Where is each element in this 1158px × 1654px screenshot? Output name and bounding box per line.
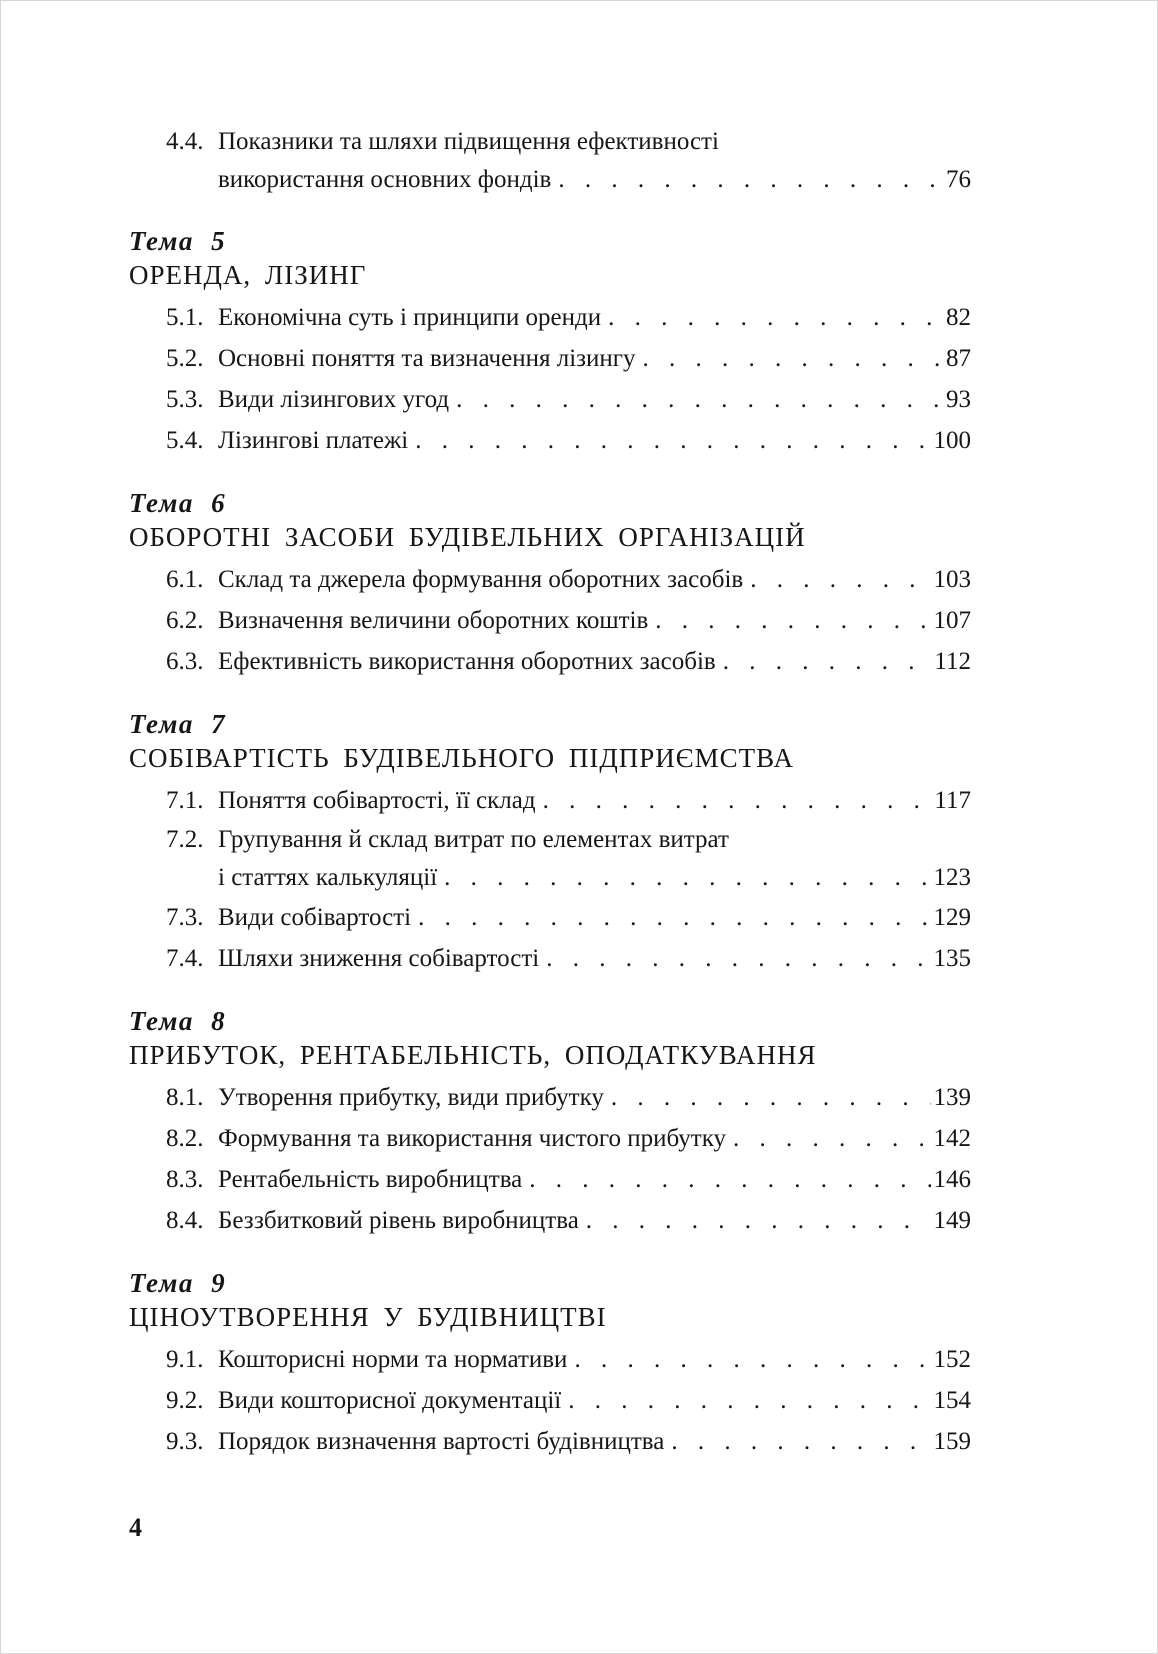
toc-entry [129, 1380, 971, 1421]
entry-page-number: 142 [933, 1125, 971, 1152]
entry-title: Формування та використання чистого прибутку [218, 1125, 726, 1152]
entry-title: Економічна суть і принципи оренди [218, 304, 602, 331]
toc-entry [129, 297, 971, 338]
entry-number: 6.1. [166, 566, 204, 593]
entry-title-line2: використання основних фондів [218, 166, 552, 193]
dot-leader [608, 297, 943, 338]
dot-leader [574, 1339, 930, 1380]
dot-leader [456, 379, 943, 420]
dot-leader [643, 338, 943, 379]
toc-section-tema-9 [129, 1267, 971, 1462]
entry-number: 7.2. [166, 826, 204, 853]
section-title: ОБОРОТНІ ЗАСОБИ БУДІВЕЛЬНИХ ОРГАНІЗАЦІЙ [129, 522, 806, 552]
entry-page-number: 93 [946, 386, 971, 413]
theme-label: Тема 7 [129, 709, 227, 739]
dot-leader [558, 161, 943, 199]
entry-page-number: 159 [933, 1428, 971, 1455]
entry-title: Поняття собівартості, її склад [218, 787, 536, 814]
dot-leader [750, 559, 930, 600]
toc-section-tema-8 [129, 1005, 971, 1241]
dot-leader [418, 897, 930, 938]
toc-entry-line [129, 161, 971, 199]
section-title: СОБІВАРТІСТЬ БУДІВЕЛЬНОГО ПІДПРИЄМСТВА [129, 743, 794, 773]
toc-section-tema-5 [129, 225, 971, 461]
entry-title: Шляхи зниження собівартості [218, 945, 540, 972]
entry-page-number: 112 [934, 648, 971, 675]
dot-leader [546, 938, 930, 979]
entry-number: 5.1. [166, 304, 204, 331]
theme-label: Тема 9 [129, 1268, 227, 1298]
theme-label: Тема 6 [129, 488, 227, 518]
toc-entry [129, 1159, 971, 1200]
entry-page-number: 135 [933, 945, 971, 972]
entry-number: 8.2. [166, 1125, 204, 1152]
toc-entry [129, 338, 971, 379]
dot-leader [611, 1077, 931, 1118]
entry-page-number: 103 [933, 566, 971, 593]
toc-entry [129, 420, 971, 461]
toc-entry-line [129, 123, 971, 161]
entry-page-number: 87 [946, 345, 971, 372]
section-title: ОРЕНДА, ЛІЗИНГ [129, 260, 367, 290]
section-items [129, 297, 971, 461]
entry-title: Види собівартості [218, 904, 412, 931]
dot-leader [543, 780, 932, 821]
entry-page-number: 107 [933, 607, 971, 634]
entry-page-number: 129 [933, 904, 971, 931]
theme-label: Тема 8 [129, 1006, 227, 1036]
toc-section-tema-6 [129, 487, 971, 682]
toc-entry [129, 897, 971, 938]
entry-number: 6.3. [166, 648, 204, 675]
entry-number: 9.2. [166, 1387, 204, 1414]
dot-leader [529, 1159, 930, 1200]
entry-page-number: 152 [933, 1346, 971, 1373]
entry-number: 4.4. [166, 128, 204, 155]
toc-entry [129, 938, 971, 979]
entry-title-line1: Показники та шляхи підвищення ефективності [218, 128, 719, 155]
section-items [129, 1077, 971, 1241]
entry-title: Визначення величини оборотних коштів [218, 607, 649, 634]
entry-title: Кошторисні норми та нормативи [218, 1346, 568, 1373]
toc-entry [129, 641, 971, 682]
entry-title: Основні поняття та визначення лізингу [218, 345, 636, 372]
section-title: ПРИБУТОК, РЕНТАБЕЛЬНІСТЬ, ОПОДАТКУВАННЯ [129, 1040, 817, 1070]
entry-title: Утворення прибутку, види прибутку [218, 1084, 604, 1111]
entry-page-number: 82 [946, 304, 971, 331]
entry-number: 7.1. [166, 787, 204, 814]
entry-number: 5.3. [166, 386, 204, 413]
toc-entry [129, 600, 971, 641]
entry-number: 9.1. [166, 1346, 204, 1373]
dot-leader [586, 1200, 931, 1241]
dot-leader [444, 859, 930, 897]
entry-title: Види лізингових угод [218, 386, 450, 413]
entry-number: 9.3. [166, 1428, 204, 1455]
entry-page-number: 123 [933, 864, 971, 891]
entry-title: Ефективність використання оборотних засобів [218, 648, 716, 675]
dot-leader [655, 600, 930, 641]
entry-number: 7.3. [166, 904, 204, 931]
theme-label: Тема 5 [129, 226, 227, 256]
entry-page-number: 117 [934, 787, 971, 814]
entry-title: Рентабельність виробництва [218, 1166, 523, 1193]
entry-number: 8.4. [166, 1207, 204, 1234]
toc-entry [129, 780, 971, 821]
entry-title-line1: Групування й склад витрат по елементах витрат [218, 826, 729, 853]
toc-entry [129, 559, 971, 600]
toc-entry-line [129, 821, 971, 859]
section-items [129, 780, 971, 979]
section-items [129, 559, 971, 682]
page-number: 4 [129, 1513, 142, 1542]
entry-page-number: 146 [933, 1166, 971, 1193]
toc-entry-line [129, 859, 971, 897]
toc-entry [129, 1200, 971, 1241]
toc-entry [129, 1077, 971, 1118]
entry-number: 7.4. [166, 945, 204, 972]
entry-page-number: 149 [933, 1207, 971, 1234]
dot-leader [723, 641, 932, 682]
entry-title: Порядок визначення вартості будівництва [218, 1428, 665, 1455]
toc-entry [129, 821, 971, 897]
dot-leader [415, 420, 930, 461]
table-of-contents [129, 123, 971, 1462]
entry-page-number: 139 [933, 1084, 971, 1111]
toc-entry [129, 379, 971, 420]
entry-title: Беззбитковий рівень виробництва [218, 1207, 579, 1234]
toc-section-tema-7 [129, 708, 971, 979]
toc-entry [129, 1421, 971, 1462]
entry-number: 8.1. [166, 1084, 204, 1111]
dot-leader [671, 1421, 930, 1462]
entry-number: 5.4. [166, 427, 204, 454]
entry-page-number: 154 [933, 1387, 971, 1414]
toc-entry [129, 1339, 971, 1380]
dot-leader [568, 1380, 930, 1421]
entry-number: 8.3. [166, 1166, 204, 1193]
entry-page-number: 76 [946, 166, 971, 193]
entry-title: Склад та джерела формування оборотних засобів [218, 566, 744, 593]
section-title: ЦІНОУТВОРЕННЯ У БУДІВНИЦТВІ [129, 1302, 607, 1332]
entry-number: 5.2. [166, 345, 204, 372]
dot-leader [733, 1118, 931, 1159]
entry-title: Лізингові платежі [218, 427, 409, 454]
entry-number: 6.2. [166, 607, 204, 634]
entry-title-line2: і статтях калькуляції [218, 864, 438, 891]
entry-page-number: 100 [933, 427, 971, 454]
section-items [129, 1339, 971, 1462]
toc-entry [129, 123, 971, 199]
entry-title: Види кошторисної документації [218, 1387, 562, 1414]
toc-entry [129, 1118, 971, 1159]
